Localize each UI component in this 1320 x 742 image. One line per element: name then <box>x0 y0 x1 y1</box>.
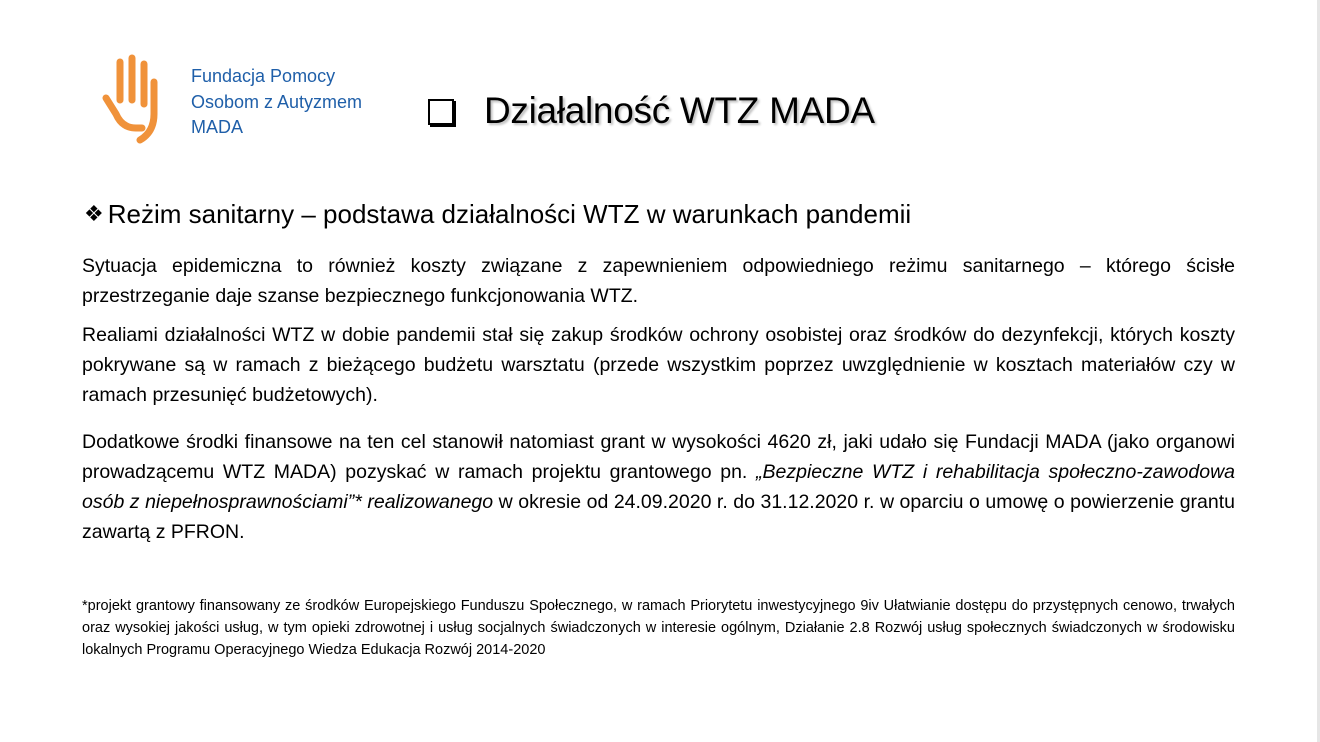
paragraph-1: Sytuacja epidemiczna to również koszty związane z zapewnieniem odpowiedniego reżimu sanitarnego – którego ścisłe przestrzeganie daje szanse bezpiecznego funkcjonowania WTZ. <box>82 255 1235 307</box>
hand-icon <box>94 54 164 146</box>
logo-line-2: Osobom z Autyzmem <box>191 91 363 112</box>
logo-line-1: Fundacja Pomocy <box>191 66 336 86</box>
paragraph-3-end: w okresie od 24.09.2020 r. do 31.12.2020 r. w oparciu o umowę o powierzenie grantu zawartą z PFRON. <box>82 491 1235 543</box>
checkbox-icon <box>428 99 454 125</box>
footnote: *projekt grantowy finansowany ze środków Europejskiego Funduszu Społecznego, w ramach Priorytetu inwestycyjnego 9iv Ułatwianie dostępu do przystępnych cenowo, trwałych oraz wysokiej jakości usług, w tym opieki zdrowotnej i usług socjalnych świadczonych w interesie ogólnym, Działanie 2.8 Rozwój usług społecznych świadczonych w środowisku lokalnych Programu Operacyjnego Wiedza Edukacja Rozwój 2014-2020 <box>82 598 1235 658</box>
page-title: Działalność WTZ MADA <box>484 90 875 131</box>
section-heading <box>84 199 911 230</box>
logo-line-3: MADA <box>191 117 244 137</box>
section-heading-text: Reżim sanitarny – podstawa działalności WTZ w warunkach pandemii <box>107 199 912 229</box>
project-name: „Bezpieczne WTZ i rehabilitacja społeczno-zawodowa osób z niepełnosprawnościami”* realizowanego <box>82 461 1235 513</box>
paragraph-3 <box>82 427 1235 547</box>
paragraph-3-start: Dodatkowe środki finansowe na ten cel stanowił natomiast grant w wysokości 4620 zł, jaki udało się Fundacji MADA (jako organowi prowadzącemu WTZ MADA) pozyskać w ramach projektu grantowego pn. <box>82 431 1235 483</box>
title-block <box>428 88 875 134</box>
diamond-bullet-icon: ❖ <box>84 202 104 227</box>
logo-text <box>191 64 362 141</box>
paragraph-2: Realiami działalności WTZ w dobie pandemii stał się zakup środków ochrony osobistej oraz środków do dezynfekcji, których koszty pokrywane są w ramach z bieżącego budżetu warsztatu (przede wszystkim poprzez uwzględnienie w kosztach materiałów czy w ramach przesunięć budżetowych). <box>82 324 1235 406</box>
